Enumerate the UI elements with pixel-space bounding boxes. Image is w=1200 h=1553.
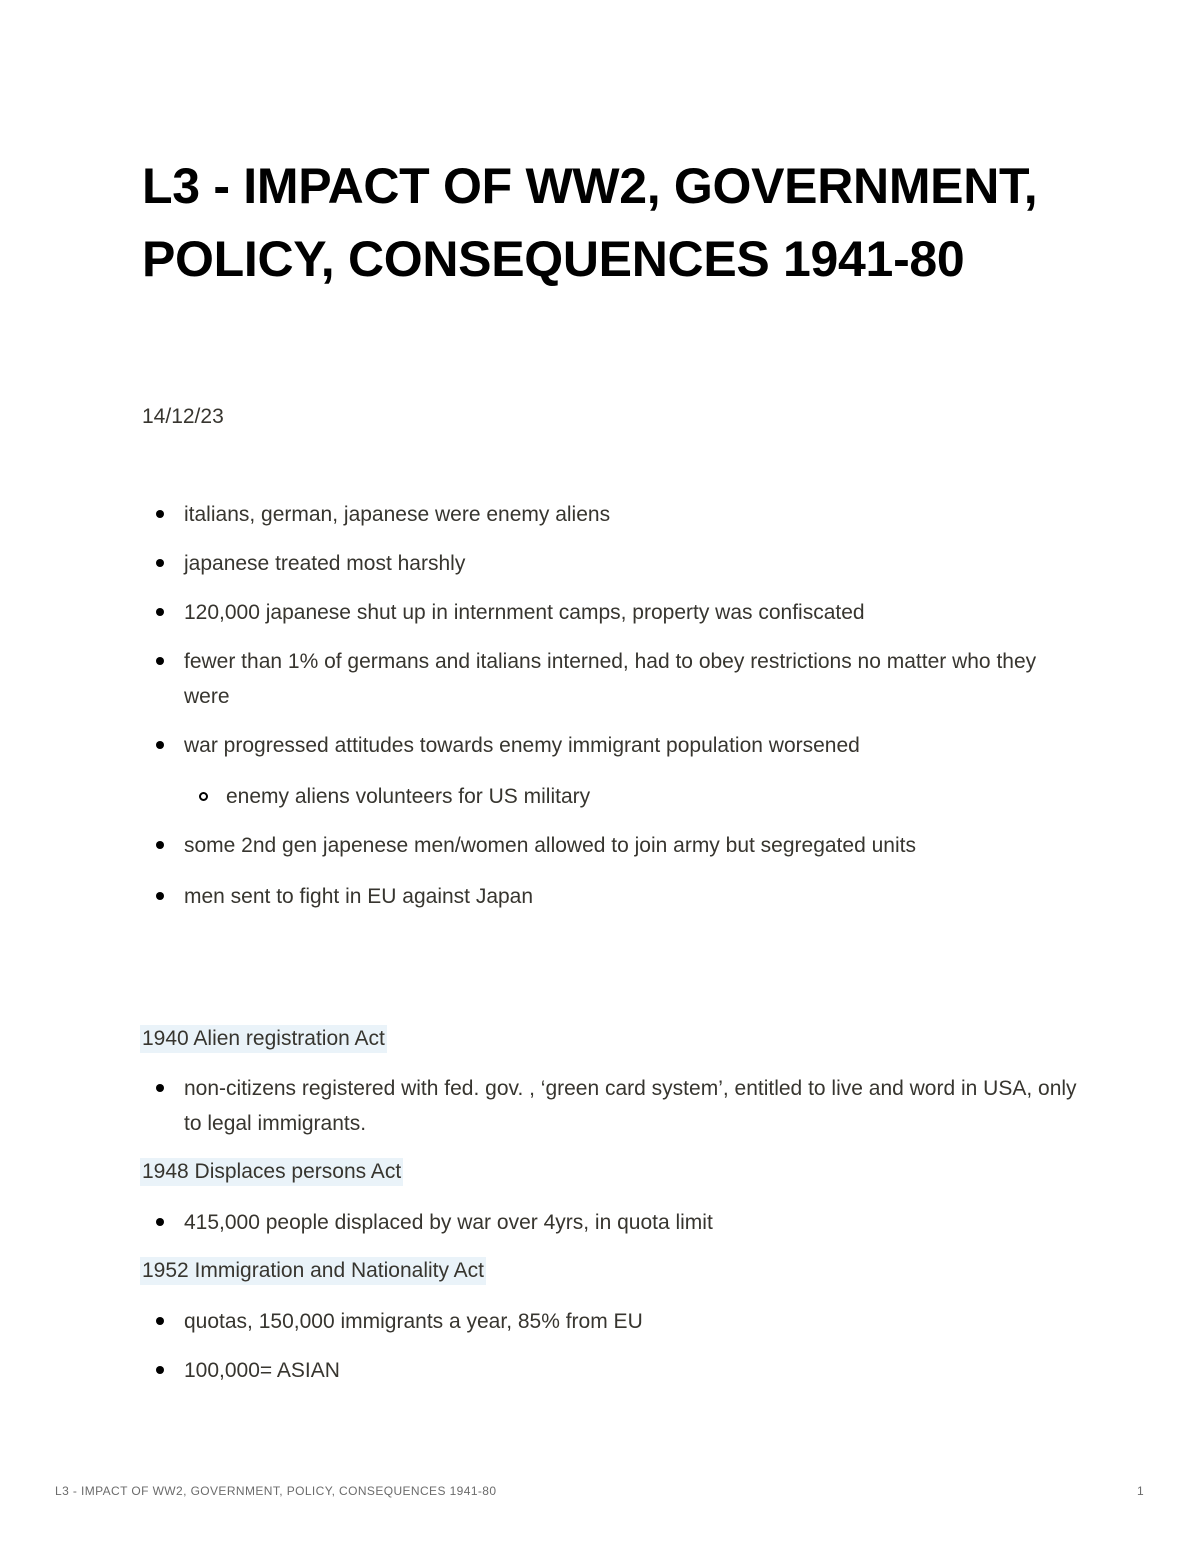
date-label: 14/12/23 <box>142 405 224 428</box>
list-item-text: quotas, 150,000 immigrants a year, 85% from EU <box>184 1310 643 1333</box>
bullet-icon <box>156 1366 164 1374</box>
list-item-text: some 2nd gen japenese men/women allowed to join army but segregated units <box>184 834 916 857</box>
act-heading-1952: 1952 Immigration and Nationality Act <box>140 1257 486 1285</box>
main-bullet-list <box>142 497 1082 914</box>
bullet-icon <box>156 1317 164 1325</box>
bullet-icon <box>156 892 164 900</box>
act-1948-bullet-list <box>142 1205 1082 1240</box>
list-item-nested <box>142 779 1082 814</box>
list-item <box>142 728 1082 763</box>
list-item <box>142 828 1082 863</box>
list-item-text: 120,000 japanese shut up in internment camps, property was confiscated <box>184 601 865 624</box>
list-item-text: 100,000= ASIAN <box>184 1359 340 1382</box>
page-title: L3 - IMPACT OF WW2, GOVERNMENT, POLICY, CONSEQUENCES 1941-80 <box>142 158 1038 287</box>
bullet-icon <box>156 510 164 518</box>
list-item-text: non-citizens registered with fed. gov. , ‘green card system’, entitled to live and word in USA, only to legal immigrants. <box>184 1077 1077 1135</box>
page-number: 1 <box>1137 1484 1144 1498</box>
list-item <box>142 497 1082 532</box>
list-item-text: fewer than 1% of germans and italians interned, had to obey restrictions no matter who they were <box>184 650 1037 708</box>
list-item-text: war progressed attitudes towards enemy immigrant population worsened <box>184 734 860 757</box>
bullet-icon <box>156 559 164 567</box>
list-item <box>142 546 1082 581</box>
list-item-text: japanese treated most harshly <box>184 552 466 575</box>
hollow-bullet-icon <box>199 792 208 801</box>
footer-title: L3 - IMPACT OF WW2, GOVERNMENT, POLICY, CONSEQUENCES 1941-80 <box>55 1484 497 1498</box>
list-item <box>142 644 1082 714</box>
bullet-icon <box>156 1218 164 1226</box>
act-1940-bullet-list <box>142 1071 1082 1141</box>
list-item <box>142 1304 1082 1339</box>
list-item-text: italians, german, japanese were enemy aliens <box>184 503 611 526</box>
bullet-icon <box>156 657 164 665</box>
list-item-text: enemy aliens volunteers for US military <box>226 785 591 808</box>
list-item <box>142 595 1082 630</box>
bullet-icon <box>156 1084 164 1092</box>
list-item <box>142 1205 1082 1240</box>
list-item-text: men sent to fight in EU against Japan <box>184 885 534 908</box>
act-heading-1948: 1948 Displaces persons Act <box>140 1158 403 1186</box>
list-item <box>142 1071 1082 1141</box>
act-1952-bullet-list <box>142 1304 1082 1388</box>
list-item-text: 415,000 people displaced by war over 4yrs, in quota limit <box>184 1211 713 1234</box>
act-heading-1940: 1940 Alien registration Act <box>140 1025 387 1053</box>
list-item <box>142 879 1082 914</box>
bullet-icon <box>156 741 164 749</box>
list-item <box>142 1353 1082 1388</box>
bullet-icon <box>156 608 164 616</box>
bullet-icon <box>156 841 164 849</box>
